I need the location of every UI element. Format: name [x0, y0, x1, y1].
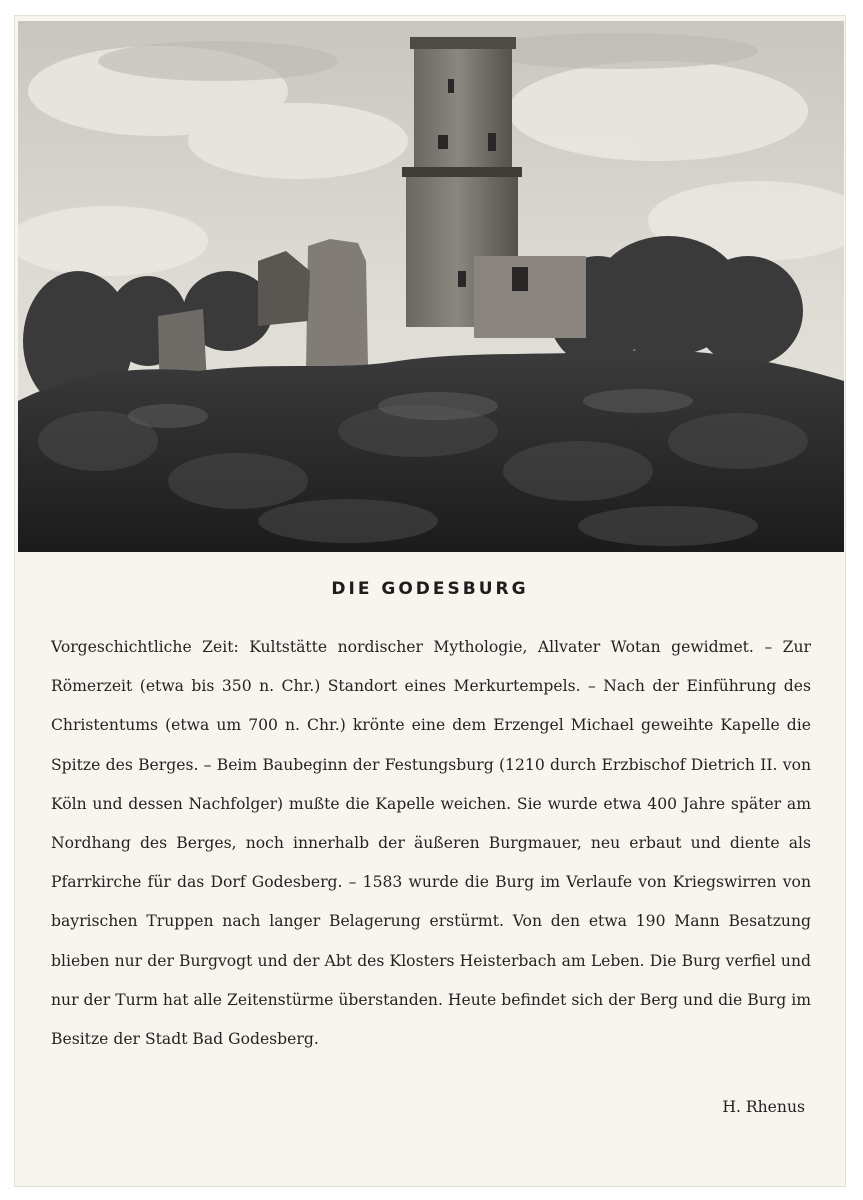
castle-photo	[18, 21, 844, 552]
author-signature: H. Rhenus	[722, 1098, 805, 1116]
castle-illustration	[18, 21, 844, 552]
history-text: Vorgeschichtliche Zeit: Kultstätte nordischer Mythologie, Allvater Wotan gewidmet. – Zur Römerzeit (etwa bis 350 n. Chr.) Standort eines Merkurtempels. – Nach der Einführung des Christentums (etwa um 700 n. Chr.) krönte eine dem Erzengel Michael geweihte Kapelle die Spitze des Berges. – Beim Baubeginn der Festungsburg (1210 durch Erzbischof Dietrich II. von Köln und dessen Nachfolger) mußte die Kapelle weichen. Sie wurde etwa 400 Jahre später am Nordhang des Berges, noch innerhalb der äußeren Burgmauer, neu erbaut und diente als Pfarrkirche für das Dorf Godesberg. – 1583 wurde die Burg im Verlaufe von Kriegswirren von bayrischen Truppen nach langer Belagerung erstürmt. Von den etwa 190 Mann Besatzung blieben nur der Burgvogt und der Abt des Klosters Heisterbach am Leben. Die Burg verfiel und nur der Turm hat alle Zeitenstürme überstanden. Heute befindet sich der Berg und die Burg im Besitze der Stadt Bad Godesberg.	[51, 638, 811, 1049]
postcard-title: DIE GODESBURG	[331, 579, 529, 599]
postcard	[15, 16, 845, 1186]
